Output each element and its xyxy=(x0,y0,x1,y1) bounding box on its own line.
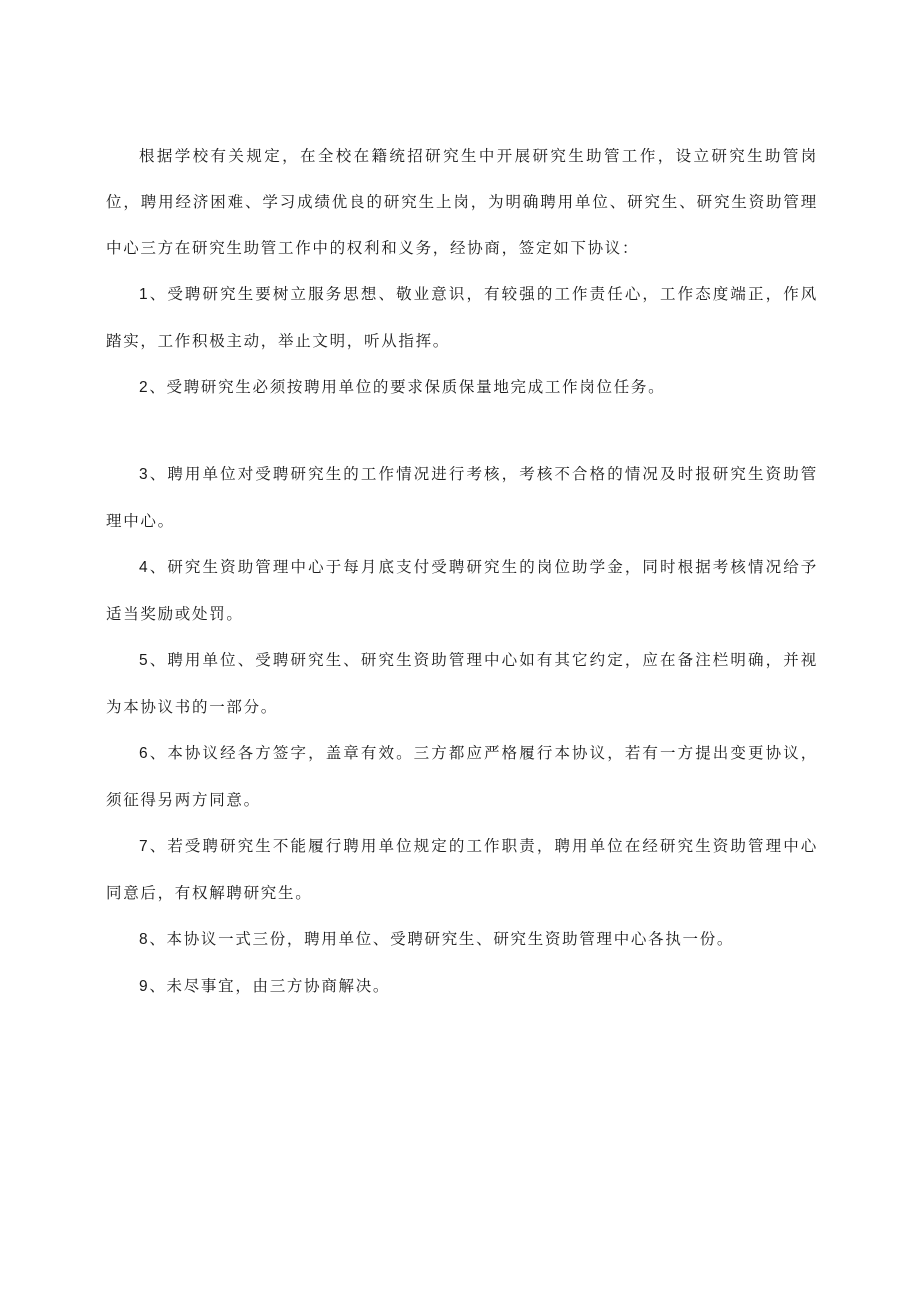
clause-text: 、未尽事宜，由三方协商解决。 xyxy=(149,977,391,995)
clause-7 xyxy=(106,823,818,916)
clause-6 xyxy=(106,730,818,823)
clause-8 xyxy=(106,916,818,963)
clause-text: 、本协议经各方签字，盖章有效。三方都应严格履行本协议，若有一方提出变更协议，须征得另两方同意。 xyxy=(106,744,818,809)
clause-2 xyxy=(106,364,818,411)
clause-number: 4 xyxy=(139,559,150,576)
clause-number: 1 xyxy=(139,286,150,303)
clause-number: 6 xyxy=(139,745,150,762)
clause-text: 、聘用单位、受聘研究生、研究生资助管理中心如有其它约定，应在备注栏明确，并视为本协议书的一部分。 xyxy=(106,651,818,716)
clause-text: 、受聘研究生必须按聘用单位的要求保质保量地完成工作岗位任务。 xyxy=(149,378,666,396)
clause-text: 、受聘研究生要树立服务思想、敬业意识，有较强的工作责任心，工作态度端正，作风踏实，工作积极主动，举止文明，听从指挥。 xyxy=(106,285,818,350)
agreement-body xyxy=(106,133,818,1010)
clause-text: 、若受聘研究生不能履行聘用单位规定的工作职责，聘用单位在经研究生资助管理中心同意后，有权解聘研究生。 xyxy=(106,837,818,902)
clause-text: 、本协议一式三份，聘用单位、受聘研究生、研究生资助管理中心各执一份。 xyxy=(149,930,735,948)
clause-3 xyxy=(106,451,818,544)
clause-number: 7 xyxy=(139,838,150,855)
clause-number: 5 xyxy=(139,652,150,669)
clause-9 xyxy=(106,963,818,1010)
intro-paragraph: 根据学校有关规定，在全校在籍统招研究生中开展研究生助管工作，设立研究生助管岗位，聘用经济困难、学习成绩优良的研究生上岗，为明确聘用单位、研究生、研究生资助管理中心三方在研究生助管工作中的权利和义务，经协商，签定如下协议： xyxy=(106,147,818,257)
clause-5 xyxy=(106,637,818,730)
clause-number: 2 xyxy=(139,379,150,396)
clause-number: 9 xyxy=(139,978,150,995)
clause-number: 3 xyxy=(139,466,150,483)
clause-text: 、聘用单位对受聘研究生的工作情况进行考核，考核不合格的情况及时报研究生资助管理中心。 xyxy=(106,465,818,530)
clause-4 xyxy=(106,544,818,637)
clause-1 xyxy=(106,271,818,364)
clause-number: 8 xyxy=(139,931,150,948)
clause-text: 、研究生资助管理中心于每月底支付受聘研究生的岗位助学金，同时根据考核情况给予适当奖励或处罚。 xyxy=(106,558,818,623)
